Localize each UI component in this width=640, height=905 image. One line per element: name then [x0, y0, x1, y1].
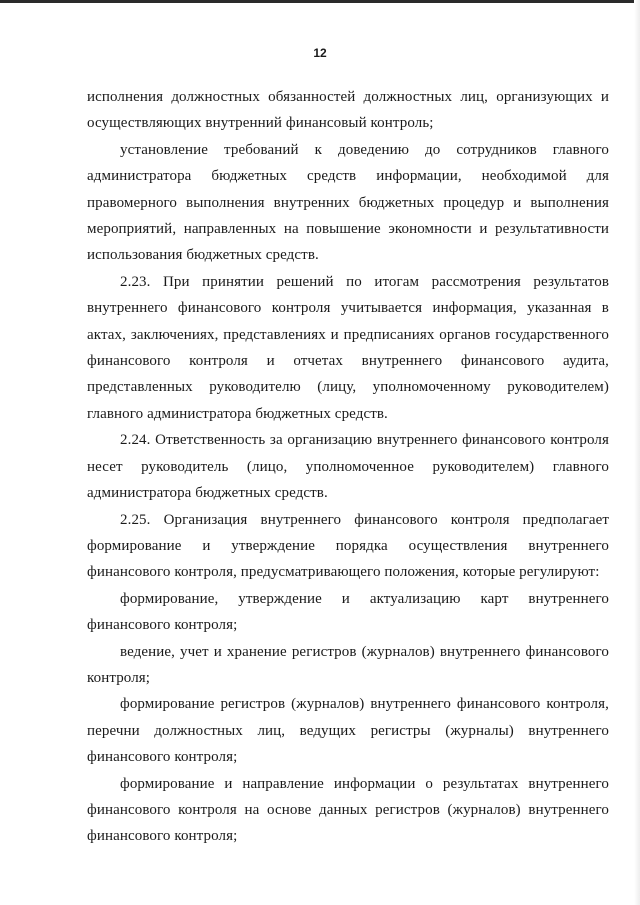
document-body [87, 84, 609, 850]
scan-right-edge [634, 0, 640, 905]
paragraph-2-23: 2.23. При принятии решений по итогам рассмотрения результатов внутреннего финансового контроля учитывается информация, указанная в актах, заключениях, представлениях и предписаниях органов государственного финансового контроля и отчетах внутреннего финансового аудита, представленных руководителю (лицу, уполномоченному руководителем) главного администратора бюджетных средств. [87, 273, 609, 422]
paragraph-2-25: 2.25. Организация внутреннего финансового контроля предполагает формирование и утверждение порядка осуществления внутреннего финансового контроля, предусматривающего положения, которые регулируют: [87, 511, 609, 581]
paragraph-2-24: 2.24. Ответственность за организацию внутреннего финансового контроля несет руководитель (лицо, уполномоченное руководителем) главного администратора бюджетных средств. [87, 432, 609, 502]
list-item-registers-keeping: ведение, учет и хранение регистров (журналов) внутреннего финансового контроля; [87, 643, 609, 686]
page-number: 12 [313, 46, 327, 60]
list-item-information-results: формирование и направление информации о результатах внутреннего финансового контроля на основе данных регистров (журналов) внутреннего финансового контроля; [87, 775, 609, 845]
list-item-control-maps: формирование, утверждение и актуализацию карт внутреннего финансового контроля; [87, 590, 609, 634]
list-item-registers-forming: формирование регистров (журналов) внутреннего финансового контроля, перечни должностных лиц, ведущих регистры (журналы) внутреннего финансового контроля; [87, 696, 609, 766]
paragraph-continuation: исполнения должностных обязанностей должностных лиц, организующих и осуществляющих внутренний финансовый контроль; [87, 89, 609, 132]
paragraph-requirements: установление требований к доведению до сотрудников главного администратора бюджетных средств информации, необходимой для правомерного выполнения внутренних бюджетных процедур и выполнения мероприятий, направленных на повышение экономности и результативности использования бюджетных средств. [87, 141, 609, 264]
scan-top-border [0, 0, 640, 3]
